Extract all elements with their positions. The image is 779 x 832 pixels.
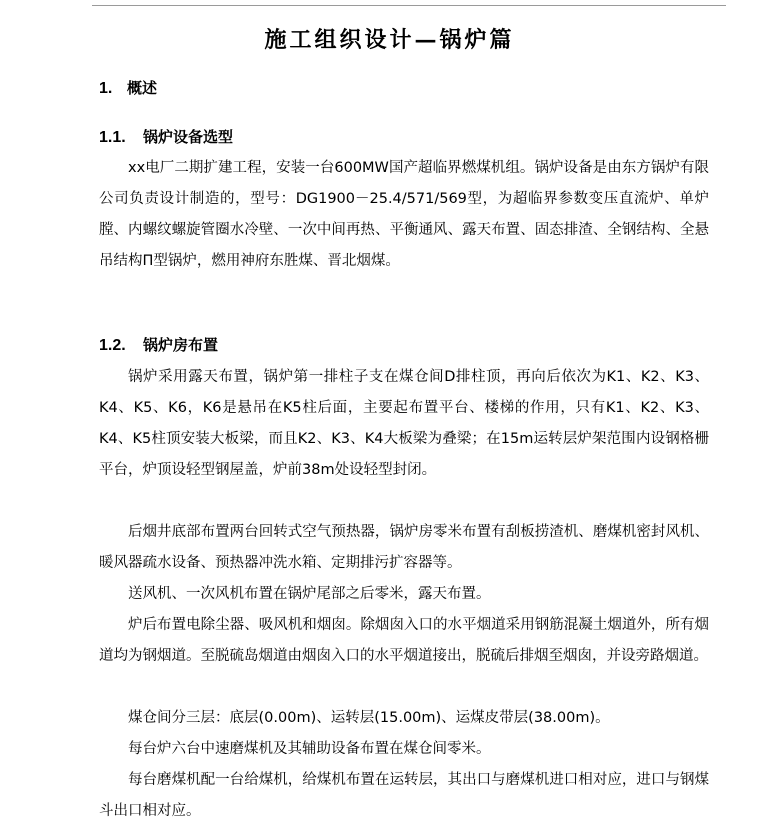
paragraph-layout-flue: 炉后布置电除尘器、吸风机和烟囱。除烟囱入口的水平烟道采用钢筋混凝土烟道外，所有烟道均为钢烟道。至脱硫岛烟道由烟囱入口的水平烟道接出，脱硫后排烟至烟囱，并设旁路烟道。	[99, 617, 709, 664]
section-number: 1.	[99, 80, 113, 97]
paragraph-boiler-selection: xx电厂二期扩建工程，安装一台600MW国产超临界燃煤机组。锅炉设备是由东方锅炉有限公司负责设计制造的，型号：DG1900－25.4/571/569型，为超临界参数变压直流炉、单炉膛、内螺纹螺旋管圈水冷壁、一次中间再热、平衡通风、露天布置、固态排渣、全钢结构、全悬吊结构Π型锅炉，燃用神府东胜煤、晋北烟煤。	[99, 160, 709, 269]
subsection-number: 1.2.	[99, 337, 126, 354]
paragraph-layout-preheater: 后烟井底部布置两台回转式空气预热器，锅炉房零米布置有刮板捞渣机、磨煤机密封风机、暖风器疏水设备、预热器冲洗水箱、定期排污扩容器等。	[99, 524, 709, 571]
subsection-title: 锅炉房布置	[143, 336, 219, 354]
header-rule	[92, 5, 726, 6]
subsection-number: 1.1.	[99, 129, 126, 146]
paragraph-layout-mills: 每台炉六台中速磨煤机及其辅助设备布置在煤仓间零米。	[128, 741, 491, 757]
subsection-heading-boiler-house-layout	[99, 333, 218, 358]
document-title: 施工组织设计—锅炉篇	[264, 27, 515, 53]
paragraph-layout-feeders: 每台磨煤机配一台给煤机，给煤机布置在运转层，其出口与磨煤机进口相对应，进口与钢煤斗出口相对应。	[99, 772, 709, 819]
paragraph-layout-columns: 锅炉采用露天布置，锅炉第一排柱子支在煤仓间D排柱顶，再向后依次为K1、K2、K3、K4、K5、K6，K6是悬吊在K5柱后面，主要起布置平台、楼梯的作用，只有K1、K2、K3、K4、K5柱顶安装大板梁，而且K2、K3、K4大板梁为叠梁；在15m运转层炉架范围内设钢格栅平台，炉顶设轻型钢屋盖，炉前38m处设轻型封闭。	[99, 369, 709, 478]
subsection-title: 锅炉设备选型	[143, 128, 234, 146]
subsection-heading-boiler-selection	[99, 125, 233, 150]
section-title: 概述	[127, 79, 158, 97]
paragraph-layout-fans: 送风机、一次风机布置在锅炉尾部之后零米，露天布置。	[128, 586, 491, 602]
paragraph-layout-coal-bunker: 煤仓间分三层：底层(0.00m)、运转层(15.00m)、运煤皮带层(38.00m)。	[128, 710, 610, 726]
section-heading-overview	[99, 76, 157, 101]
